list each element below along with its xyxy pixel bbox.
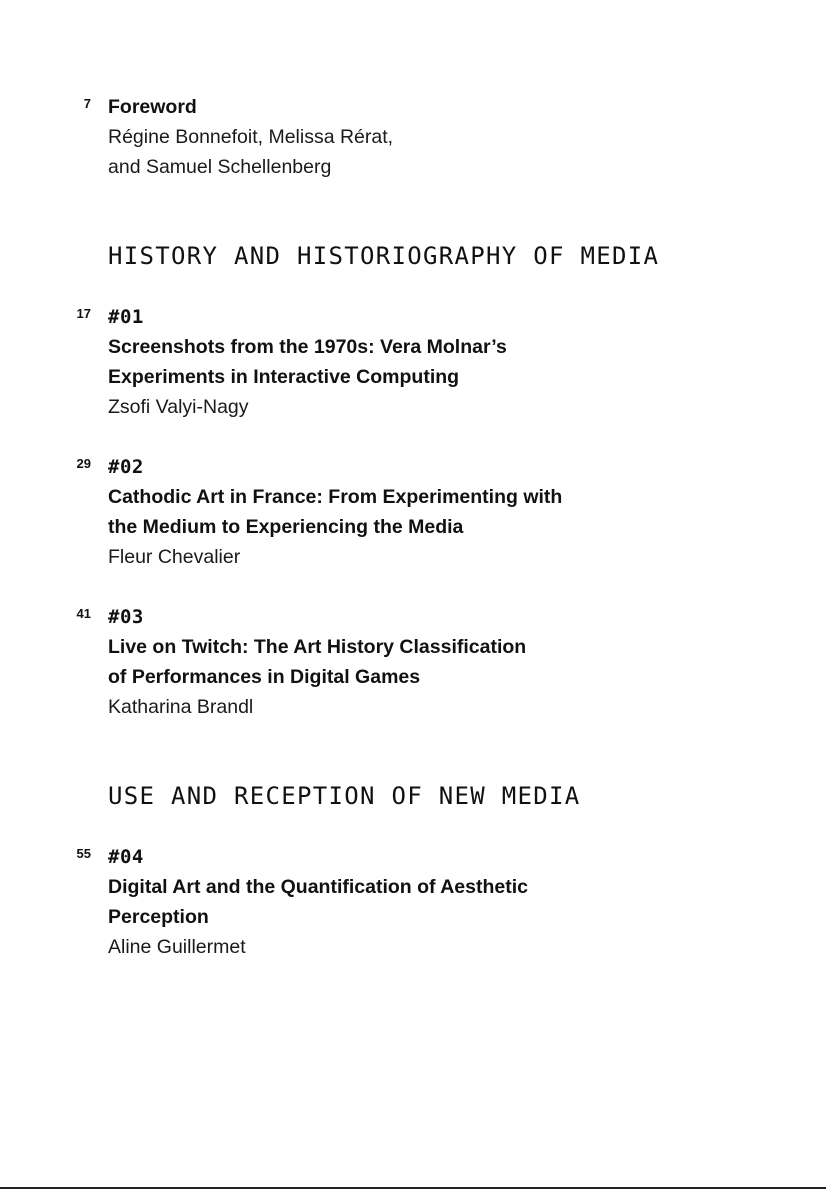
section-heading: HISTORY AND HISTORIOGRAPHY OF MEDIA: [108, 242, 660, 270]
page-number: 55: [76, 846, 91, 861]
section-heading: USE AND RECEPTION OF NEW MEDIA: [108, 782, 581, 810]
page-number: 29: [76, 456, 91, 471]
entry-author: Zsofi Valyi-Nagy: [108, 396, 249, 418]
page-number: 7: [83, 96, 91, 111]
entry-author: Fleur Chevalier: [108, 546, 241, 568]
entry-number: #02: [108, 456, 144, 478]
entry-number: #01: [108, 306, 144, 328]
entry-title: Foreword: [108, 96, 197, 118]
entry-number: #03: [108, 606, 144, 628]
entry-author: Katharina Brandl: [108, 696, 254, 718]
entry-authors: Régine Bonnefoit, Melissa Rérat, and Samuel Schellenberg: [108, 126, 394, 178]
entry-number: #04: [108, 846, 144, 868]
entry-title: Screenshots from the 1970s: Vera Molnar’s Experiments in Interactive Computing: [108, 336, 507, 388]
entry-title: Cathodic Art in France: From Experimenting with the Medium to Experiencing the Media: [108, 486, 563, 538]
page-number: 41: [76, 606, 91, 621]
entry-author: Aline Guillermet: [108, 936, 246, 958]
page-number: 17: [76, 306, 91, 321]
entry-title: Live on Twitch: The Art History Classification of Performances in Digital Games: [108, 636, 527, 688]
entry-title: Digital Art and the Quantification of Aesthetic Perception: [108, 876, 528, 928]
